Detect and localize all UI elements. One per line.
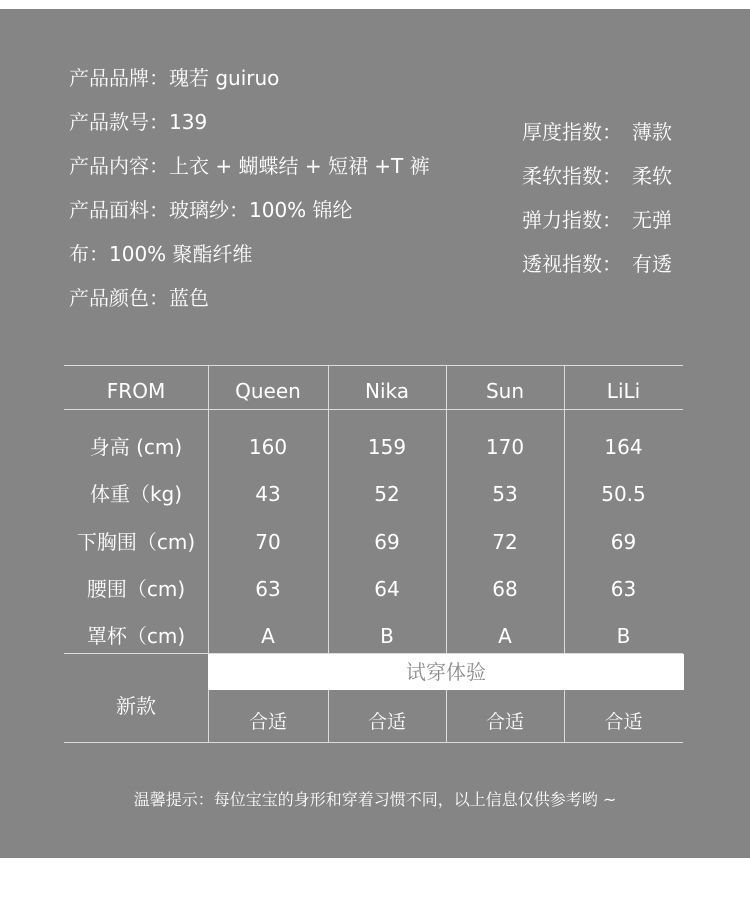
elasticity-index [522, 205, 672, 249]
tryon-cell: 合适 [367, 711, 406, 733]
table-cell: A [261, 624, 275, 648]
table-cell: 69 [610, 530, 637, 554]
row-label-underbust: 下胸围（cm) [76, 530, 196, 554]
tryon-cell: 合适 [604, 711, 643, 733]
softness-index [522, 161, 672, 205]
row-label-height: 身高 (cm) [89, 435, 183, 459]
table-cell: 52 [374, 482, 400, 506]
fabric-indices [522, 117, 672, 293]
size-info-panel [0, 9, 750, 858]
index-value: 柔软 [632, 164, 672, 188]
table-cell: 53 [492, 482, 518, 506]
index-label: 弹力指数： [522, 208, 622, 232]
tryon-cell: 合适 [485, 711, 524, 733]
transparency-index [522, 249, 672, 293]
table-cell: 64 [374, 577, 400, 601]
table-cell: A [498, 624, 512, 648]
index-value: 无弹 [632, 208, 672, 232]
reminder-note: 温馨提示：每位宝宝的身形和穿着习惯不同，以上信息仅供参考哟 ~ [133, 790, 617, 809]
table-cell: 63 [255, 577, 281, 601]
table-cell: 170 [485, 435, 525, 459]
row-label-waist: 腰围（cm) [86, 577, 186, 601]
index-label: 厚度指数： [522, 120, 622, 144]
product-fabric: 产品面料：玻璃纱：100% 锦纶 [69, 198, 353, 222]
table-col-rule [564, 365, 565, 654]
table-cell: 69 [374, 530, 400, 554]
product-info [69, 63, 430, 327]
table-cell: 63 [610, 577, 637, 601]
table-header-model: Nika [364, 379, 409, 403]
table-cell: 164 [604, 435, 643, 459]
product-cloth: 布：100% 聚酯纤维 [69, 242, 253, 266]
product-brand: 产品品牌：瑰若 guiruo [69, 66, 280, 90]
table-rule-top [64, 365, 683, 366]
thickness-index [522, 117, 672, 161]
table-cell: B [616, 624, 631, 648]
table-cell: 43 [255, 482, 281, 506]
table-cell: 159 [367, 435, 407, 459]
row-label-cup: 罩杯（cm) [86, 624, 186, 648]
tryon-row-label: 新款 [116, 694, 156, 718]
tryon-header: 试穿体验 [208, 654, 684, 690]
index-value: 薄款 [632, 120, 672, 144]
product-color: 产品颜色：蓝色 [69, 286, 209, 310]
table-cell: 68 [492, 577, 518, 601]
row-label-weight: 体重（kg) [89, 482, 183, 506]
table-header-model: Queen [235, 379, 301, 403]
table-rule-header [64, 409, 683, 410]
product-contents: 产品内容：上衣 + 蝴蝶结 + 短裙 +T 裤 [69, 154, 430, 178]
table-header-from: FROM [106, 379, 166, 403]
index-label: 柔软指数： [522, 164, 622, 188]
table-header-model: Sun [485, 379, 525, 403]
table-col-rule [446, 365, 447, 654]
tryon-cell: 合适 [248, 711, 287, 733]
index-value: 有透 [632, 252, 672, 276]
table-cell: 70 [255, 530, 281, 554]
table-cell: 160 [248, 435, 288, 459]
table-cell: 50.5 [601, 482, 646, 506]
index-label: 透视指数： [522, 252, 622, 276]
table-cell: 72 [492, 530, 518, 554]
table-col-rule [328, 365, 329, 654]
table-header-model: LiLi [606, 379, 641, 403]
table-rule-bottom [64, 742, 683, 743]
product-style-number: 产品款号：139 [69, 110, 208, 134]
table-cell: B [380, 624, 394, 648]
